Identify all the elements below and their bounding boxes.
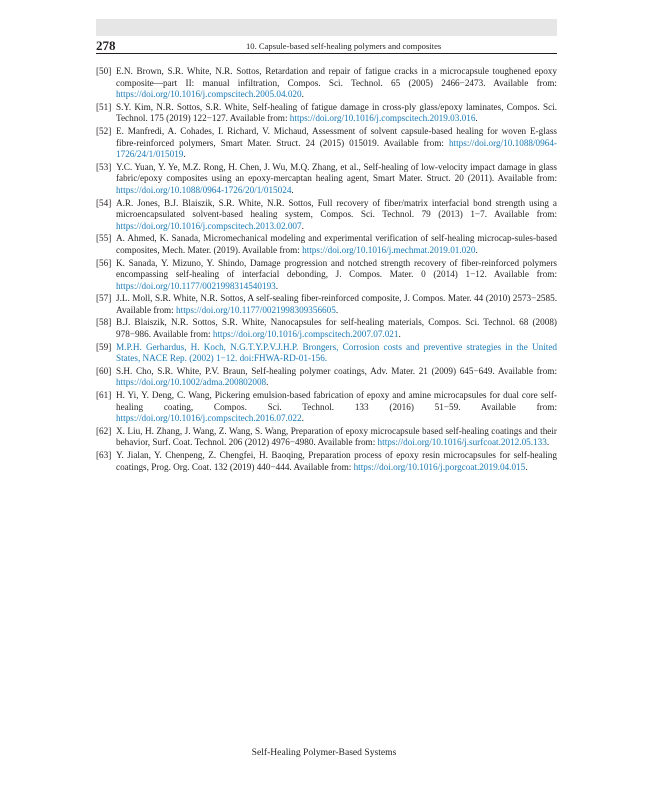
- doi-link[interactable]: https://doi.org/10.1016/j.compscitech.2016.07.022: [116, 413, 302, 424]
- reference-item: [96, 317, 557, 340]
- doi-link[interactable]: https://doi.org/10.1016/j.surfcoat.2012.05.133: [377, 437, 547, 448]
- reference-end-punctuation: .: [301, 413, 304, 424]
- doi-link[interactable]: https://doi.org/10.1016/j.porgcoat.2019.04.015: [353, 461, 526, 472]
- reference-end-punctuation: .: [475, 244, 478, 255]
- reference-citation: X. Liu, H. Zhang, J. Wang, Z. Wang, S. Wang, Preparation of epoxy microcapsule based self-healing coatings and their behavior, Surf. Coat. Technol. 206 (2012) 4976−4980. Available from:: [116, 425, 557, 448]
- reference-citation: S.Y. Kim, N.R. Sottos, S.R. White, Self-healing of fatigue damage in cross-ply glass/epoxy laminates, Compos. Sci. Technol. 175 (2019) 122−127. Available from:: [116, 101, 557, 124]
- reference-end-punctuation: .: [291, 184, 294, 195]
- reference-citation: H. Yi, Y. Deng, C. Wang, Pickering emulsion-based fabrication of epoxy and amine microcapsules for dual core self-healing coating, Compos. Sci. Technol. 133 (2016) 51−59. Available from:: [116, 390, 557, 412]
- reference-text: [116, 342, 557, 365]
- reference-end-punctuation: .: [301, 220, 304, 231]
- reference-number: [56]: [96, 257, 112, 268]
- doi-link[interactable]: https://doi.org/10.1177/0021998309356605: [176, 304, 336, 315]
- reference-citation: J.L. Moll, S.R. White, N.R. Sottos, A self-sealing fiber-reinforced composite, J. Compos. Mater. 44 (2010) 2573−2585. Available from:: [116, 293, 557, 315]
- reference-citation: E.N. Brown, S.R. White, N.R. Sottos, Retardation and repair of fatigue cracks in a microcapsule toughened epoxy composite—part II: manual infiltration, Compos. Sci. Technol. 65 (2005) 2466−2473. Available from:: [116, 66, 557, 88]
- reference-number: [52]: [96, 125, 112, 136]
- reference-end-punctuation: .: [475, 113, 478, 124]
- reference-citation: M.P.H. Gerhardus, H. Koch, N.G.T.Y.P.V.J.H.P. Brongers, Corrosion costs and preventive strategies in the United States, NACE Rep. (2002) 1−12. doi:FHWA-RD-01-156.: [116, 341, 557, 364]
- doi-link[interactable]: https://doi.org/10.1088/0964-1726/20/1/015024: [116, 184, 292, 195]
- doi-link[interactable]: https://doi.org/10.1016/j.compscitech.2007.07.021: [212, 329, 399, 340]
- reference-number: [51]: [96, 101, 112, 112]
- reference-item: [96, 342, 557, 365]
- reference-text: [116, 293, 557, 316]
- reference-item: [96, 198, 557, 233]
- reference-item: [96, 293, 557, 316]
- reference-number: [55]: [96, 233, 112, 244]
- reference-end-punctuation: .: [398, 329, 401, 340]
- reference-citation: Y. Jialan, Y. Chenpeng, Z. Chengfei, H. Baoqing, Preparation process of epoxy resin microcapsules for self-healing coatings, Prog. Org. Coat. 132 (2019) 440−444. Available from:: [116, 450, 557, 472]
- reference-item: [96, 233, 557, 256]
- reference-item: [96, 258, 557, 293]
- doi-link[interactable]: https://doi.org/10.1016/j.compscitech.2013.02.007: [116, 220, 302, 231]
- reference-number: [62]: [96, 425, 112, 436]
- reference-citation: A.R. Jones, B.J. Blaiszik, S.R. White, N.R. Sottos, Full recovery of fiber/matrix interfacial bond strength using a microencapsulated solvent-based healing system, Compos. Sci. Technol. 79 (2013) 1−7. Available from:: [116, 197, 557, 220]
- reference-text: [116, 233, 557, 256]
- reference-item: [96, 126, 557, 161]
- reference-list: [96, 66, 557, 474]
- reference-item: [96, 102, 557, 125]
- reference-item: [96, 366, 557, 389]
- reference-item: [96, 426, 557, 449]
- reference-item: [96, 162, 557, 197]
- reference-number: [57]: [96, 293, 112, 304]
- reference-end-punctuation: .: [266, 377, 269, 388]
- reference-item: [96, 66, 557, 101]
- reference-text: [116, 66, 557, 101]
- reference-text: [116, 450, 557, 473]
- doi-link[interactable]: https://doi.org/10.1088/0964-1726/24/1/015019: [116, 137, 557, 160]
- reference-number: [58]: [96, 317, 112, 328]
- reference-end-punctuation: .: [183, 149, 186, 160]
- reference-citation: K. Sanada, Y. Mizuno, Y. Shindo, Damage progression and notched strength recovery of fiber-reinforced polymers encompassing self-healing of interfacial debonding, J. Compos. Mater. 0 (2014) 1−12. Available from:: [116, 257, 557, 280]
- reference-item: [96, 450, 557, 473]
- reference-citation: Y.C. Yuan, Y. Ye, M.Z. Rong, H. Chen, J. Wu, M.Q. Zhang, et al., Self-healing of low-velocity impact damage in glass fabric/epoxy composites using an epoxy-mercaptan healing agent, Smart Mater. Struct. 20 (2011). Available from:: [116, 161, 557, 184]
- reference-text: [116, 390, 557, 425]
- running-head: 10. Capsule-based self-healing polymers and composites: [246, 41, 442, 51]
- reference-number: [60]: [96, 365, 112, 376]
- reference-citation: S.H. Cho, S.R. White, P.V. Braun, Self-healing polymer coatings, Adv. Mater. 21 (2009) 645−649. Available from:: [116, 365, 557, 376]
- reference-citation: B.J. Blaiszik, N.R. Sottos, S.R. White, Nanocapsules for self-healing materials, Compos. Sci. Technol. 68 (2008) 978−986. Available from:: [116, 317, 557, 340]
- reference-number: [50]: [96, 66, 112, 76]
- header-rule: [96, 53, 557, 54]
- header-band: [96, 19, 557, 36]
- doi-link[interactable]: https://doi.org/10.1016/j.compscitech.2019.03.016: [289, 113, 476, 124]
- reference-text: [116, 426, 557, 449]
- reference-end-punctuation: .: [525, 461, 528, 472]
- doi-link[interactable]: https://doi.org/10.1016/j.mechmat.2019.01.020: [302, 244, 476, 255]
- reference-text: [116, 366, 557, 389]
- book-title-footer: Self-Healing Polymer-Based Systems: [251, 747, 397, 758]
- reference-text: [116, 198, 557, 233]
- reference-number: [63]: [96, 450, 112, 460]
- reference-number: [53]: [96, 161, 112, 172]
- reference-end-punctuation: .: [546, 437, 550, 448]
- doi-link[interactable]: https://doi.org/10.1016/j.compscitech.2005.04.020: [116, 89, 302, 100]
- reference-item: [96, 390, 557, 425]
- reference-number: [59]: [96, 341, 112, 352]
- doi-link[interactable]: https://doi.org/10.1177/0021998314540193: [116, 280, 276, 291]
- reference-end-punctuation: .: [275, 280, 279, 291]
- reference-text: [116, 126, 557, 161]
- reference-number: [61]: [96, 390, 112, 401]
- reference-text: [116, 162, 557, 197]
- reference-text: [116, 258, 557, 293]
- doi-link[interactable]: https://doi.org/10.1002/adma.200802008: [116, 377, 267, 388]
- reference-citation: E. Manfredi, A. Cohades, I. Richard, V. Michaud, Assessment of solvent capsule-based healing for woven E-glass fibre-reinforced polymers, Smart Mater. Struct. 24 (2015) 015019. Available from:: [116, 125, 557, 148]
- reference-end-punctuation: .: [335, 304, 339, 315]
- reference-end-punctuation: .: [301, 89, 304, 100]
- reference-citation: A. Ahmed, K. Sanada, Micromechanical modeling and experimental verification of self-healing microcap-sules-based composites, Mech. Mater. (2019). Available from:: [116, 233, 557, 255]
- page-number: 278: [96, 38, 116, 53]
- reference-number: [54]: [96, 197, 112, 208]
- reference-text: [116, 102, 557, 125]
- reference-text: [116, 317, 557, 340]
